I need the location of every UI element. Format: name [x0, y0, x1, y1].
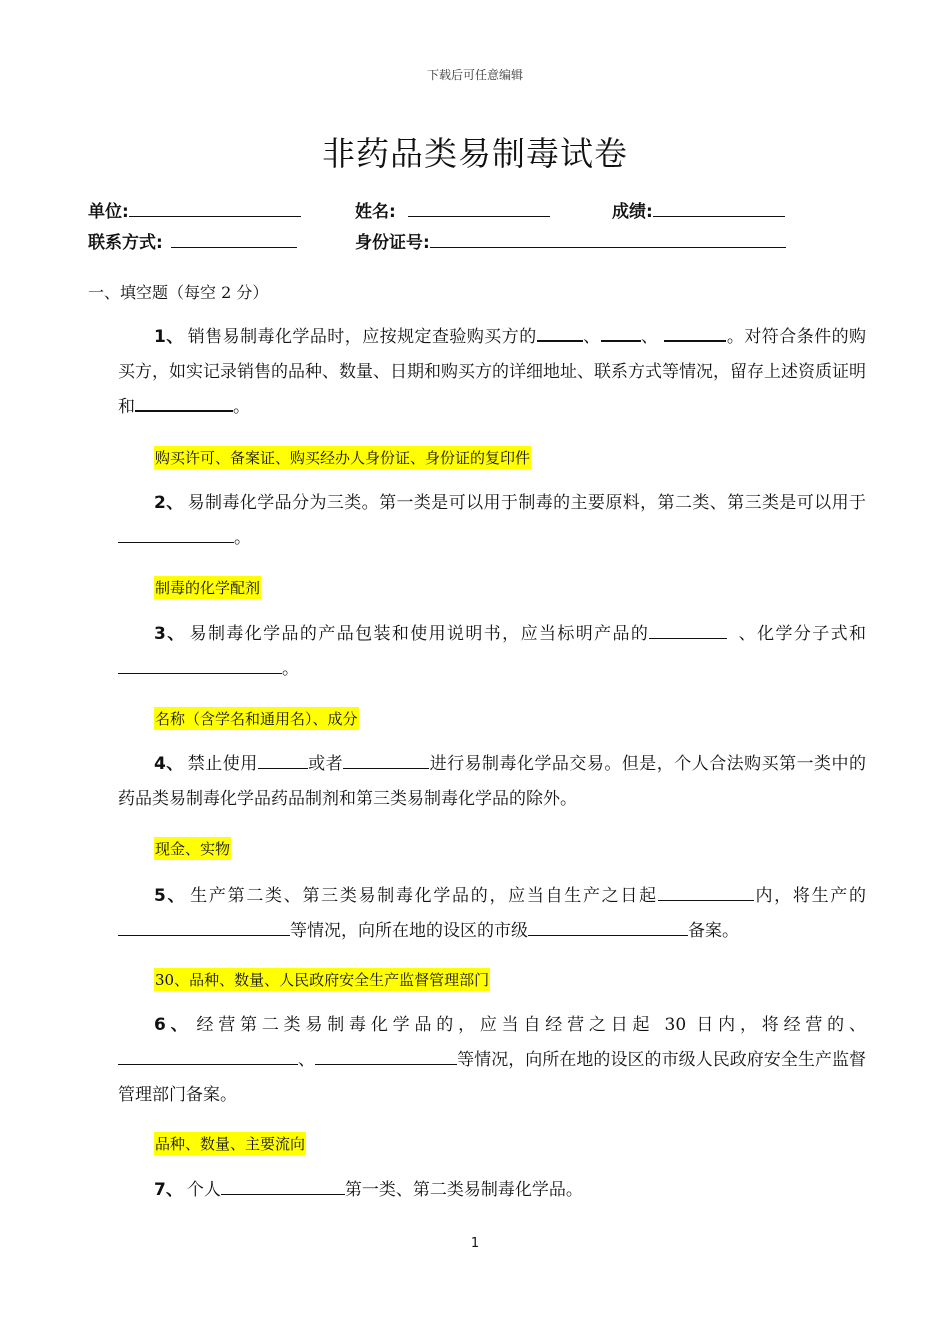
- name-blank[interactable]: [408, 200, 550, 217]
- page-header-note: 下载后可任意编辑: [426, 68, 523, 82]
- question-number: 3、: [154, 624, 186, 644]
- answer-highlight: 30、品种、数量、人民政府安全生产监督管理部门: [154, 968, 490, 991]
- id-field[interactable]: [355, 228, 786, 253]
- contact-blank[interactable]: [171, 231, 297, 248]
- answer-highlight: 制毒的化学配剂: [154, 576, 261, 599]
- answer-blank[interactable]: [118, 659, 282, 674]
- id-label: 身份证号:: [355, 233, 430, 253]
- question-number: 6、: [154, 1015, 193, 1035]
- answer-blank[interactable]: [135, 396, 233, 412]
- score-blank[interactable]: [653, 200, 785, 217]
- answer-highlight: 品种、数量、主要流向: [154, 1132, 306, 1155]
- answer-blank[interactable]: [664, 326, 726, 342]
- answer-highlight: 名称（含学名和通用名）、成分: [154, 707, 359, 730]
- question-number: 2、: [154, 493, 184, 513]
- answer-blank[interactable]: [649, 624, 727, 639]
- question-number: 4、: [154, 754, 184, 774]
- answer-blank[interactable]: [528, 921, 688, 936]
- section-title: 一、填空题（每空 2 分）: [88, 283, 269, 302]
- unit-blank[interactable]: [129, 200, 301, 217]
- id-blank[interactable]: [430, 231, 786, 248]
- score-field[interactable]: [612, 197, 785, 222]
- answer-highlight: 购买许可、备案证、购买经办人身份证、身份证的复印件: [154, 446, 531, 469]
- page-title: 非药品类易制毒试卷: [322, 134, 628, 173]
- question-4: 4、 禁止使用 或者 进行易制毒化学品交易。但是，个人合法购买第一类中的药品类易制毒化学品药品制剂和第三类易制毒化学品的除外。: [118, 754, 867, 809]
- question-7: 7、 个人 第一类、第二类易制毒化学品。: [154, 1180, 583, 1200]
- unit-label: 单位:: [88, 202, 129, 222]
- answer-blank[interactable]: [315, 1050, 457, 1065]
- answer-blank[interactable]: [258, 754, 308, 769]
- question-3: 3、 易制毒化学品的产品包装和使用说明书，应当标明产品的 、化学分子式和。: [118, 617, 866, 687]
- answer-blank[interactable]: [221, 1180, 345, 1195]
- question-number: 1、: [154, 327, 184, 347]
- question-number: 7、: [154, 1180, 183, 1200]
- answer-blank[interactable]: [601, 326, 641, 342]
- contact-field[interactable]: [88, 228, 297, 253]
- answer-blank[interactable]: [118, 921, 290, 936]
- question-5: 5、 生产第二类、第三类易制毒化学品的，应当自生产之日起 内，将生产的等情况，向所在地的设区的市级 备案。: [118, 879, 866, 949]
- answer-blank[interactable]: [537, 326, 583, 342]
- question-number: 5、: [154, 886, 187, 906]
- page-number: 1: [470, 1236, 480, 1251]
- question-1: 1、 销售易制毒化学品时，应按规定查验购买方的 、 、 。对符合条件的购买方，如实记录销售的品种、数量、日期和购买方的详细地址、联系方式等情况，留存上述资质证明和 。: [118, 327, 867, 417]
- answer-blank[interactable]: [118, 528, 234, 543]
- answer-highlight: 现金、实物: [154, 837, 231, 860]
- name-label: 姓名:: [355, 202, 396, 222]
- unit-field[interactable]: [88, 197, 301, 222]
- question-2: 2、 易制毒化学品分为三类。第一类是可以用于制毒的主要原料，第二类、第三类是可以用于。: [118, 486, 866, 556]
- contact-label: 联系方式:: [88, 233, 163, 253]
- score-label: 成绩:: [612, 202, 653, 222]
- question-6: 6、 经营第二类易制毒化学品的，应当自经营之日起 30 日内，将经营的、、 等情况，向所在地的设区的市级人民政府安全生产监督管理部门备案。: [118, 1015, 867, 1105]
- answer-blank[interactable]: [343, 754, 429, 769]
- answer-blank[interactable]: [658, 886, 754, 901]
- name-field[interactable]: [355, 197, 550, 222]
- answer-blank[interactable]: [118, 1050, 298, 1065]
